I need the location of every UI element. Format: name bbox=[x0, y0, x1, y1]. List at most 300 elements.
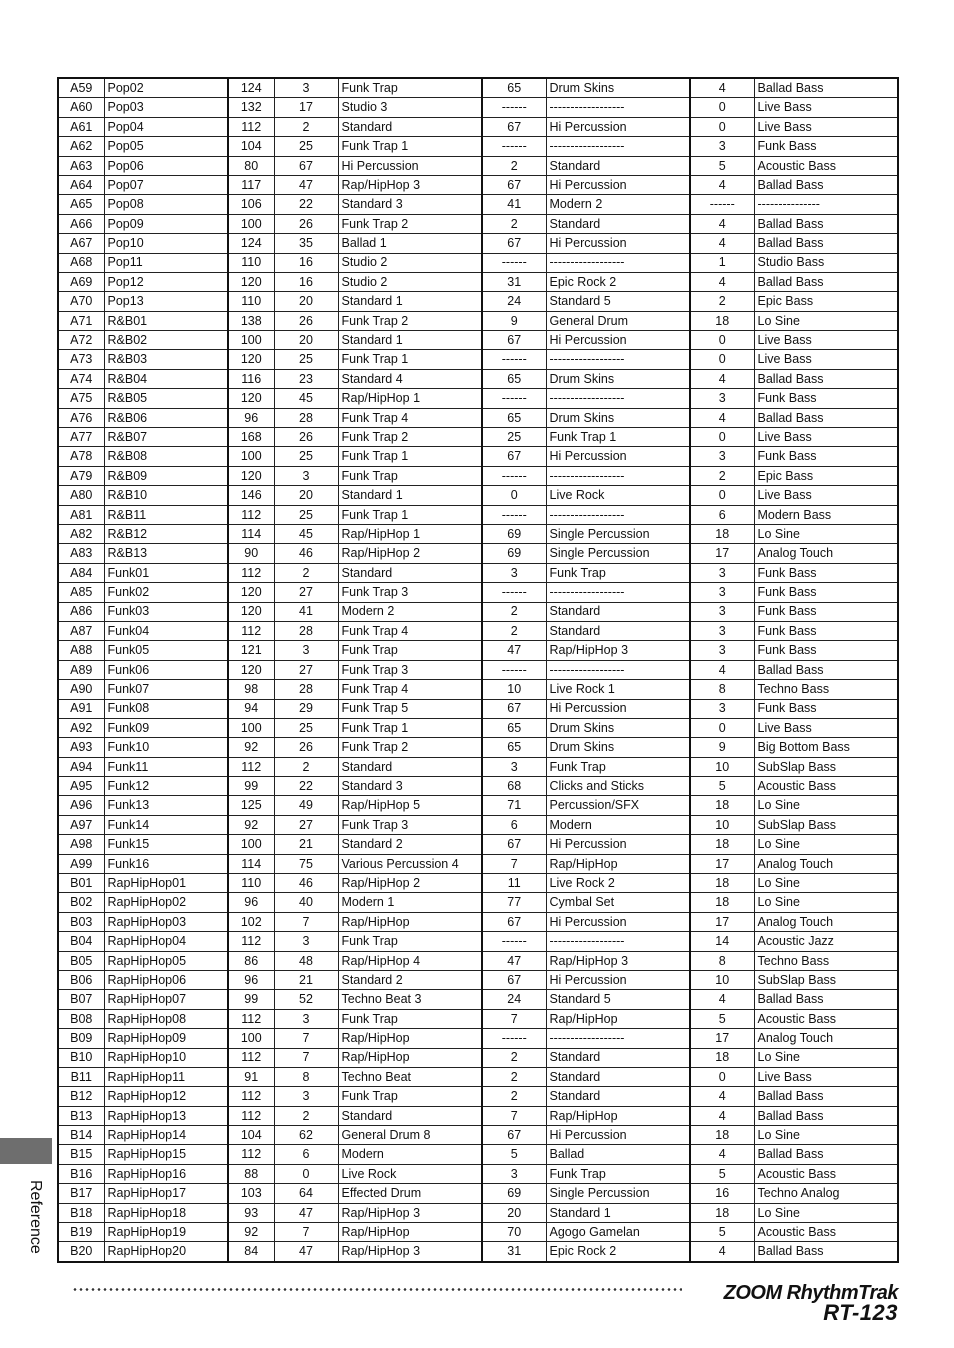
cell-bass-name: Acoustic Bass bbox=[754, 1009, 898, 1028]
side-label-reference: Reference bbox=[27, 1180, 44, 1254]
cell-bass-name: SubSlap Bass bbox=[754, 970, 898, 989]
cell-pattern-name: RapHipHop03 bbox=[104, 912, 228, 931]
cell-kit2-number: 71 bbox=[482, 796, 546, 815]
cell-kit-number: 3 bbox=[274, 641, 338, 660]
table-row bbox=[58, 1203, 898, 1222]
cell-kit-number: 45 bbox=[274, 524, 338, 543]
cell-pattern-name: Funk15 bbox=[104, 835, 228, 854]
cell-tempo: 100 bbox=[228, 835, 274, 854]
cell-tempo: 112 bbox=[228, 932, 274, 951]
cell-kit-name: Standard bbox=[338, 1106, 482, 1125]
cell-kit2-name: ------------------ bbox=[546, 505, 690, 524]
cell-kit-name: Funk Trap bbox=[338, 641, 482, 660]
table-row bbox=[58, 1145, 898, 1164]
cell-kit-number: 28 bbox=[274, 680, 338, 699]
cell-kit2-name: Clicks and Sticks bbox=[546, 777, 690, 796]
table-row bbox=[58, 854, 898, 873]
cell-kit2-number: 6 bbox=[482, 815, 546, 834]
cell-bass-number: 3 bbox=[690, 563, 754, 582]
cell-kit2-number: 65 bbox=[482, 408, 546, 427]
cell-kit-number: 46 bbox=[274, 544, 338, 563]
cell-kit-number: 22 bbox=[274, 195, 338, 214]
cell-bass-number: 16 bbox=[690, 1184, 754, 1203]
cell-kit-number: 47 bbox=[274, 1203, 338, 1222]
cell-pattern-id: B12 bbox=[58, 1087, 104, 1106]
cell-pattern-id: A91 bbox=[58, 699, 104, 718]
cell-bass-name: Lo Sine bbox=[754, 1048, 898, 1067]
cell-pattern-name: R&B06 bbox=[104, 408, 228, 427]
cell-bass-name: Funk Bass bbox=[754, 699, 898, 718]
cell-pattern-id: A79 bbox=[58, 466, 104, 485]
cell-pattern-id: A65 bbox=[58, 195, 104, 214]
cell-tempo: 120 bbox=[228, 389, 274, 408]
cell-kit2-name: Standard bbox=[546, 621, 690, 640]
cell-kit2-number: 0 bbox=[482, 486, 546, 505]
cell-bass-name: Ballad Bass bbox=[754, 175, 898, 194]
cell-kit2-name: Single Percussion bbox=[546, 524, 690, 543]
cell-bass-number: 2 bbox=[690, 292, 754, 311]
side-tab bbox=[0, 1138, 52, 1164]
cell-bass-name: Big Bottom Bass bbox=[754, 738, 898, 757]
cell-bass-name: Live Bass bbox=[754, 718, 898, 737]
cell-pattern-name: Funk04 bbox=[104, 621, 228, 640]
cell-bass-number: 4 bbox=[690, 1087, 754, 1106]
table-row bbox=[58, 796, 898, 815]
cell-kit-number: 7 bbox=[274, 1029, 338, 1048]
cell-pattern-name: Funk10 bbox=[104, 738, 228, 757]
cell-kit-number: 2 bbox=[274, 563, 338, 582]
cell-kit2-name: ------------------ bbox=[546, 466, 690, 485]
table-row bbox=[58, 641, 898, 660]
cell-pattern-name: Funk01 bbox=[104, 563, 228, 582]
table-row bbox=[58, 1029, 898, 1048]
cell-bass-number: 0 bbox=[690, 718, 754, 737]
cell-bass-number: 5 bbox=[690, 1164, 754, 1183]
cell-kit-number: 25 bbox=[274, 137, 338, 156]
cell-bass-name: Techno Analog bbox=[754, 1184, 898, 1203]
cell-bass-name: Studio Bass bbox=[754, 253, 898, 272]
cell-bass-name: Ballad Bass bbox=[754, 408, 898, 427]
cell-kit2-name: Standard 1 bbox=[546, 1203, 690, 1222]
cell-kit-number: 3 bbox=[274, 1009, 338, 1028]
cell-pattern-name: Pop09 bbox=[104, 214, 228, 233]
cell-bass-number: 10 bbox=[690, 815, 754, 834]
cell-kit2-number: ------ bbox=[482, 389, 546, 408]
cell-pattern-id: B11 bbox=[58, 1067, 104, 1086]
cell-pattern-id: A94 bbox=[58, 757, 104, 776]
cell-bass-name: Ballad Bass bbox=[754, 272, 898, 291]
cell-bass-name: Live Bass bbox=[754, 331, 898, 350]
cell-pattern-id: A90 bbox=[58, 680, 104, 699]
cell-kit-number: 45 bbox=[274, 389, 338, 408]
cell-pattern-name: Funk12 bbox=[104, 777, 228, 796]
cell-kit2-name: Hi Percussion bbox=[546, 699, 690, 718]
cell-bass-number: 8 bbox=[690, 680, 754, 699]
cell-pattern-name: R&B03 bbox=[104, 350, 228, 369]
table-row bbox=[58, 970, 898, 989]
cell-bass-number: 3 bbox=[690, 641, 754, 660]
cell-bass-name: Lo Sine bbox=[754, 893, 898, 912]
cell-kit-name: Rap/HipHop bbox=[338, 1048, 482, 1067]
cell-kit-name: Funk Trap 3 bbox=[338, 815, 482, 834]
cell-pattern-name: Funk11 bbox=[104, 757, 228, 776]
cell-kit2-number: 65 bbox=[482, 369, 546, 388]
cell-tempo: 112 bbox=[228, 757, 274, 776]
cell-kit-name: Standard 1 bbox=[338, 486, 482, 505]
table-row bbox=[58, 98, 898, 117]
cell-kit2-number: 67 bbox=[482, 447, 546, 466]
table-row bbox=[58, 1242, 898, 1262]
cell-pattern-id: B19 bbox=[58, 1223, 104, 1242]
cell-bass-number: 3 bbox=[690, 583, 754, 602]
table-row bbox=[58, 311, 898, 330]
cell-kit-number: 48 bbox=[274, 951, 338, 970]
cell-tempo: 110 bbox=[228, 292, 274, 311]
cell-tempo: 132 bbox=[228, 98, 274, 117]
cell-kit2-number: 7 bbox=[482, 1106, 546, 1125]
cell-tempo: 92 bbox=[228, 1223, 274, 1242]
cell-kit2-number: 2 bbox=[482, 214, 546, 233]
cell-kit2-number: ------ bbox=[482, 1029, 546, 1048]
cell-kit-name: Funk Trap 2 bbox=[338, 311, 482, 330]
cell-tempo: 110 bbox=[228, 253, 274, 272]
cell-kit-number: 46 bbox=[274, 874, 338, 893]
cell-pattern-id: A88 bbox=[58, 641, 104, 660]
cell-pattern-name: Pop02 bbox=[104, 78, 228, 98]
cell-bass-number: 14 bbox=[690, 932, 754, 951]
cell-tempo: 112 bbox=[228, 117, 274, 136]
cell-kit-number: 25 bbox=[274, 350, 338, 369]
cell-pattern-name: Funk02 bbox=[104, 583, 228, 602]
cell-kit2-name: Standard bbox=[546, 1087, 690, 1106]
cell-bass-number: 3 bbox=[690, 137, 754, 156]
cell-kit2-name: Hi Percussion bbox=[546, 912, 690, 931]
cell-kit-name: Rap/HipHop bbox=[338, 1029, 482, 1048]
cell-tempo: 112 bbox=[228, 1009, 274, 1028]
cell-pattern-id: A93 bbox=[58, 738, 104, 757]
cell-kit2-number: 67 bbox=[482, 835, 546, 854]
table-row bbox=[58, 350, 898, 369]
cell-kit2-name: Modern bbox=[546, 815, 690, 834]
cell-kit2-name: Percussion/SFX bbox=[546, 796, 690, 815]
cell-bass-name: Acoustic Jazz bbox=[754, 932, 898, 951]
cell-tempo: 96 bbox=[228, 893, 274, 912]
cell-bass-number: 3 bbox=[690, 699, 754, 718]
cell-pattern-name: RapHipHop02 bbox=[104, 893, 228, 912]
cell-pattern-name: Funk16 bbox=[104, 854, 228, 873]
cell-kit2-number: 2 bbox=[482, 1067, 546, 1086]
cell-tempo: 96 bbox=[228, 408, 274, 427]
cell-pattern-name: RapHipHop16 bbox=[104, 1164, 228, 1183]
pattern-table bbox=[57, 77, 899, 1263]
cell-bass-number: 2 bbox=[690, 466, 754, 485]
cell-pattern-id: A82 bbox=[58, 524, 104, 543]
table-row bbox=[58, 331, 898, 350]
table-row bbox=[58, 1067, 898, 1086]
cell-bass-number: 18 bbox=[690, 796, 754, 815]
cell-bass-number: 9 bbox=[690, 738, 754, 757]
cell-tempo: 112 bbox=[228, 1087, 274, 1106]
cell-pattern-name: RapHipHop10 bbox=[104, 1048, 228, 1067]
cell-kit-number: 7 bbox=[274, 912, 338, 931]
cell-kit-number: 2 bbox=[274, 1106, 338, 1125]
cell-bass-name: Ballad Bass bbox=[754, 214, 898, 233]
cell-tempo: 98 bbox=[228, 680, 274, 699]
cell-bass-name: Ballad Bass bbox=[754, 1106, 898, 1125]
cell-bass-number: 0 bbox=[690, 1067, 754, 1086]
cell-bass-number: 18 bbox=[690, 1126, 754, 1145]
cell-kit-number: 17 bbox=[274, 98, 338, 117]
cell-bass-name: Ballad Bass bbox=[754, 369, 898, 388]
cell-kit-name: Funk Trap 1 bbox=[338, 350, 482, 369]
cell-pattern-name: RapHipHop19 bbox=[104, 1223, 228, 1242]
cell-pattern-id: B02 bbox=[58, 893, 104, 912]
cell-kit2-number: 5 bbox=[482, 1145, 546, 1164]
cell-kit-name: Techno Beat 3 bbox=[338, 990, 482, 1009]
cell-tempo: 103 bbox=[228, 1184, 274, 1203]
cell-pattern-name: RapHipHop13 bbox=[104, 1106, 228, 1125]
cell-kit-name: Funk Trap 1 bbox=[338, 718, 482, 737]
cell-bass-number: 17 bbox=[690, 544, 754, 563]
cell-kit-number: 28 bbox=[274, 408, 338, 427]
cell-kit-name: Rap/HipHop 3 bbox=[338, 1242, 482, 1262]
cell-tempo: 112 bbox=[228, 563, 274, 582]
cell-kit-number: 27 bbox=[274, 583, 338, 602]
table-row bbox=[58, 932, 898, 951]
product-logo bbox=[724, 1283, 898, 1324]
cell-kit-number: 25 bbox=[274, 718, 338, 737]
table-row bbox=[58, 718, 898, 737]
cell-kit2-name: ------------------ bbox=[546, 137, 690, 156]
cell-tempo: 96 bbox=[228, 970, 274, 989]
table-row bbox=[58, 815, 898, 834]
cell-bass-name: Lo Sine bbox=[754, 1203, 898, 1222]
cell-bass-number: 0 bbox=[690, 117, 754, 136]
cell-bass-number: ------ bbox=[690, 195, 754, 214]
cell-kit-name: Rap/HipHop bbox=[338, 1223, 482, 1242]
cell-pattern-name: RapHipHop18 bbox=[104, 1203, 228, 1222]
cell-tempo: 100 bbox=[228, 1029, 274, 1048]
cell-tempo: 80 bbox=[228, 156, 274, 175]
cell-kit2-number: 65 bbox=[482, 78, 546, 98]
cell-kit2-name: ------------------ bbox=[546, 98, 690, 117]
cell-kit-number: 28 bbox=[274, 621, 338, 640]
cell-pattern-name: R&B11 bbox=[104, 505, 228, 524]
cell-pattern-name: Pop07 bbox=[104, 175, 228, 194]
cell-kit2-name: Hi Percussion bbox=[546, 1126, 690, 1145]
cell-kit2-number: 65 bbox=[482, 738, 546, 757]
table-row bbox=[58, 738, 898, 757]
cell-kit-number: 26 bbox=[274, 311, 338, 330]
cell-pattern-id: A89 bbox=[58, 660, 104, 679]
cell-kit-number: 3 bbox=[274, 1087, 338, 1106]
table-row bbox=[58, 951, 898, 970]
cell-pattern-id: A80 bbox=[58, 486, 104, 505]
cell-pattern-name: RapHipHop14 bbox=[104, 1126, 228, 1145]
cell-bass-number: 4 bbox=[690, 272, 754, 291]
cell-kit2-name: Agogo Gamelan bbox=[546, 1223, 690, 1242]
cell-bass-name: Funk Bass bbox=[754, 447, 898, 466]
cell-kit2-name: Hi Percussion bbox=[546, 234, 690, 253]
cell-kit-number: 26 bbox=[274, 428, 338, 447]
cell-bass-name: Funk Bass bbox=[754, 641, 898, 660]
cell-pattern-id: A64 bbox=[58, 175, 104, 194]
cell-bass-number: 6 bbox=[690, 505, 754, 524]
cell-kit2-name: Hi Percussion bbox=[546, 447, 690, 466]
cell-pattern-id: B01 bbox=[58, 874, 104, 893]
cell-kit-number: 16 bbox=[274, 253, 338, 272]
cell-pattern-id: A59 bbox=[58, 78, 104, 98]
cell-bass-number: 4 bbox=[690, 1106, 754, 1125]
table-row bbox=[58, 699, 898, 718]
cell-pattern-id: A99 bbox=[58, 854, 104, 873]
table-row bbox=[58, 156, 898, 175]
cell-bass-name: Epic Bass bbox=[754, 292, 898, 311]
cell-kit-name: Funk Trap 3 bbox=[338, 660, 482, 679]
cell-bass-number: 0 bbox=[690, 428, 754, 447]
table-row bbox=[58, 1164, 898, 1183]
cell-pattern-name: RapHipHop01 bbox=[104, 874, 228, 893]
cell-bass-number: 17 bbox=[690, 912, 754, 931]
cell-pattern-name: Pop06 bbox=[104, 156, 228, 175]
cell-kit2-number: 67 bbox=[482, 117, 546, 136]
cell-pattern-id: B14 bbox=[58, 1126, 104, 1145]
cell-kit-number: 2 bbox=[274, 757, 338, 776]
cell-kit2-name: Epic Rock 2 bbox=[546, 272, 690, 291]
cell-kit2-name: Funk Trap bbox=[546, 757, 690, 776]
cell-kit2-number: 69 bbox=[482, 1184, 546, 1203]
cell-pattern-name: R&B02 bbox=[104, 331, 228, 350]
cell-kit2-number: ------ bbox=[482, 660, 546, 679]
cell-pattern-name: R&B09 bbox=[104, 466, 228, 485]
cell-tempo: 112 bbox=[228, 1145, 274, 1164]
cell-bass-name: Live Bass bbox=[754, 1067, 898, 1086]
cell-kit-name: Standard bbox=[338, 757, 482, 776]
cell-bass-number: 5 bbox=[690, 156, 754, 175]
cell-bass-name: Ballad Bass bbox=[754, 234, 898, 253]
cell-kit2-number: 70 bbox=[482, 1223, 546, 1242]
cell-pattern-id: B08 bbox=[58, 1009, 104, 1028]
cell-kit2-name: Rap/HipHop 3 bbox=[546, 641, 690, 660]
cell-kit2-name: Standard 5 bbox=[546, 292, 690, 311]
cell-kit2-name: Standard 5 bbox=[546, 990, 690, 1009]
cell-kit2-name: Funk Trap bbox=[546, 1164, 690, 1183]
cell-tempo: 106 bbox=[228, 195, 274, 214]
cell-bass-name: Ballad Bass bbox=[754, 990, 898, 1009]
cell-bass-name: Lo Sine bbox=[754, 796, 898, 815]
cell-bass-name: Analog Touch bbox=[754, 912, 898, 931]
table-row bbox=[58, 1048, 898, 1067]
cell-pattern-id: A70 bbox=[58, 292, 104, 311]
dotted-divider bbox=[72, 1288, 682, 1291]
cell-pattern-id: A98 bbox=[58, 835, 104, 854]
cell-kit-name: Standard 2 bbox=[338, 970, 482, 989]
cell-bass-name: Ballad Bass bbox=[754, 1145, 898, 1164]
cell-tempo: 112 bbox=[228, 505, 274, 524]
cell-pattern-name: RapHipHop07 bbox=[104, 990, 228, 1009]
cell-kit-number: 47 bbox=[274, 1242, 338, 1262]
cell-kit-number: 75 bbox=[274, 854, 338, 873]
table-row bbox=[58, 757, 898, 776]
cell-pattern-id: B05 bbox=[58, 951, 104, 970]
cell-kit2-name: Standard bbox=[546, 1067, 690, 1086]
cell-kit2-number: 69 bbox=[482, 544, 546, 563]
cell-bass-name: Lo Sine bbox=[754, 524, 898, 543]
cell-tempo: 120 bbox=[228, 660, 274, 679]
cell-kit2-number: 2 bbox=[482, 621, 546, 640]
cell-kit-number: 20 bbox=[274, 486, 338, 505]
cell-kit2-name: Hi Percussion bbox=[546, 175, 690, 194]
cell-kit2-name: Rap/HipHop bbox=[546, 1009, 690, 1028]
cell-tempo: 114 bbox=[228, 524, 274, 543]
cell-kit-name: Funk Trap 5 bbox=[338, 699, 482, 718]
cell-kit2-number: 31 bbox=[482, 272, 546, 291]
cell-kit-name: Ballad 1 bbox=[338, 234, 482, 253]
table-row bbox=[58, 1184, 898, 1203]
cell-bass-name: Live Bass bbox=[754, 98, 898, 117]
cell-kit2-number: ------ bbox=[482, 137, 546, 156]
cell-kit-number: 2 bbox=[274, 117, 338, 136]
cell-pattern-name: Pop08 bbox=[104, 195, 228, 214]
cell-kit-number: 6 bbox=[274, 1145, 338, 1164]
cell-bass-name: Live Bass bbox=[754, 428, 898, 447]
cell-bass-number: 10 bbox=[690, 970, 754, 989]
cell-kit2-number: 2 bbox=[482, 1048, 546, 1067]
cell-kit-name: Standard bbox=[338, 117, 482, 136]
cell-pattern-id: A63 bbox=[58, 156, 104, 175]
cell-bass-number: 3 bbox=[690, 621, 754, 640]
cell-pattern-id: A81 bbox=[58, 505, 104, 524]
cell-pattern-name: Pop11 bbox=[104, 253, 228, 272]
cell-tempo: 112 bbox=[228, 1106, 274, 1125]
cell-tempo: 94 bbox=[228, 699, 274, 718]
cell-pattern-name: Funk06 bbox=[104, 660, 228, 679]
cell-bass-number: 18 bbox=[690, 835, 754, 854]
cell-pattern-id: A85 bbox=[58, 583, 104, 602]
logo-line-model: RT-123 bbox=[823, 1300, 898, 1325]
cell-kit-name: Studio 3 bbox=[338, 98, 482, 117]
cell-bass-number: 0 bbox=[690, 350, 754, 369]
cell-bass-number: 4 bbox=[690, 990, 754, 1009]
cell-kit2-name: Ballad bbox=[546, 1145, 690, 1164]
cell-kit2-name: ------------------ bbox=[546, 1029, 690, 1048]
cell-pattern-name: R&B13 bbox=[104, 544, 228, 563]
cell-tempo: 112 bbox=[228, 621, 274, 640]
cell-pattern-id: A66 bbox=[58, 214, 104, 233]
cell-kit-name: Modern 1 bbox=[338, 893, 482, 912]
cell-kit-name: Rap/HipHop 1 bbox=[338, 524, 482, 543]
cell-kit2-number: 3 bbox=[482, 757, 546, 776]
cell-bass-number: 8 bbox=[690, 951, 754, 970]
cell-kit-number: 25 bbox=[274, 505, 338, 524]
cell-kit2-number: ------ bbox=[482, 466, 546, 485]
cell-pattern-name: R&B07 bbox=[104, 428, 228, 447]
cell-pattern-id: A92 bbox=[58, 718, 104, 737]
cell-kit2-name: Funk Trap 1 bbox=[546, 428, 690, 447]
cell-kit2-name: Drum Skins bbox=[546, 718, 690, 737]
cell-pattern-name: RapHipHop15 bbox=[104, 1145, 228, 1164]
cell-pattern-id: A61 bbox=[58, 117, 104, 136]
cell-kit-name: Hi Percussion bbox=[338, 156, 482, 175]
cell-kit-name: Funk Trap 4 bbox=[338, 408, 482, 427]
table-row bbox=[58, 292, 898, 311]
cell-bass-number: 3 bbox=[690, 447, 754, 466]
cell-kit-number: 29 bbox=[274, 699, 338, 718]
cell-bass-number: 5 bbox=[690, 777, 754, 796]
cell-pattern-name: Funk13 bbox=[104, 796, 228, 815]
cell-pattern-id: B17 bbox=[58, 1184, 104, 1203]
cell-kit2-name: Modern 2 bbox=[546, 195, 690, 214]
